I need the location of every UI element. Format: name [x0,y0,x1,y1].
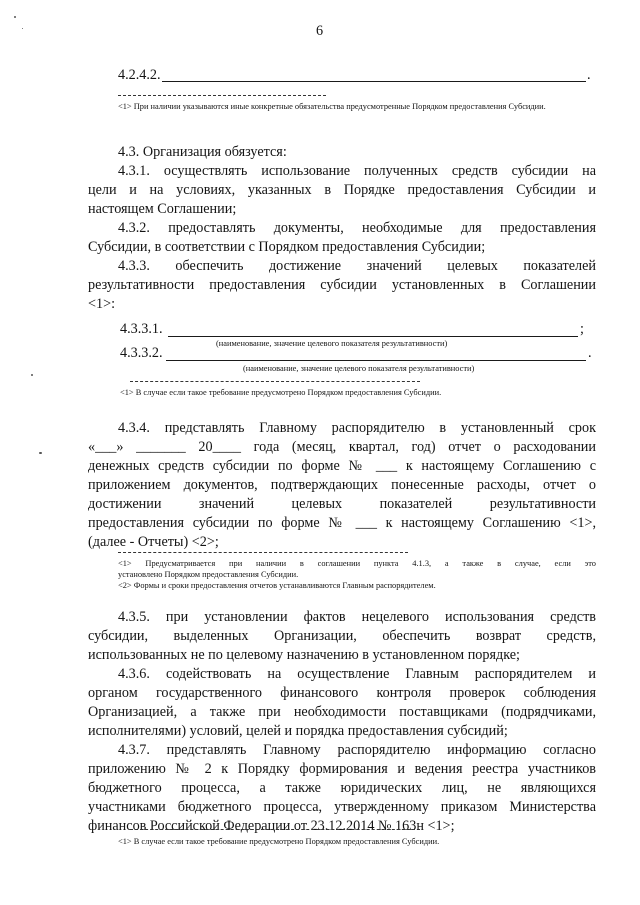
item-435-line1: 4.3.5. при установлении фактов нецелевого использования средств [118,609,596,625]
item-4331-caption: (наименование, значение целевого показателя результативности) [216,339,448,348]
item-432-line2: Субсидии, в соответствии с Порядком предоставления Субсидии; [88,239,486,255]
item-434-line2: «___» _______ 20____ года (месяц, квартал, год) отчет о расходовании [88,439,596,455]
footnote-1: <1> При наличии указываются иные конкретные обязательства предусмотренные Порядком предоставления Субсидии. [118,102,546,111]
scan-speck [39,452,42,454]
item-437-line3: бюджетного процесса, а также юридических лиц, не являющихся [88,780,596,796]
item-4332-end: . [588,345,592,361]
item-4242-label: 4.2.4.2. [118,67,161,83]
item-432-line1: 4.3.2. предоставлять документы, необходимые для предоставления [118,220,596,236]
footnote-separator [118,552,408,553]
item-437-line5: финансов Российской Федерации от 23.12.2014 № 163н <1>; [88,818,455,834]
section-4-3-heading: 4.3. Организация обязуется: [118,144,287,160]
footnote-separator [118,95,326,96]
footnote-3-line2: установлено Порядком предоставления Субсидии. [118,570,299,579]
footnote-separator [130,829,420,830]
item-433-line3: <1>: [88,296,116,312]
item-437-line1: 4.3.7. представлять Главному распорядителю информацию согласно [118,742,596,758]
item-436-line2: органом государственного финансового контроля проверок соблюдения [88,685,596,701]
item-431-line1: 4.3.1. осуществлять использование полученных средств субсидии на [118,163,596,179]
scan-speck [31,374,33,376]
item-436-line3: Организацией, а также при необходимости поставщиками (подрядчиками, [88,704,596,720]
item-434-line6: предоставления субсидии по форме № ___ к настоящему Соглашению <1>, [88,515,596,531]
item-434-line1: 4.3.4. представлять Главному распорядителю в установленный срок [118,420,596,436]
footnote-3-line1: <1> Предусматривается при наличии в соглашении пункта 4.1.3, а также в случае, если это [118,559,596,568]
item-437-line4: участниками бюджетного процесса, утвержденному приказом Министерства [88,799,596,815]
item-4332-line [166,360,586,361]
footnote-4: <1> В случае если такое требование предусмотрено Порядком предоставления Субсидии. [118,837,440,846]
item-434-line3: денежных средств субсидии по форме № ___ к настоящему Соглашению с [88,458,596,474]
item-4332-label: 4.3.3.2. [120,345,163,361]
item-431-line3: настоящем Соглашении; [88,201,237,217]
page-number: 6 [316,23,324,39]
footnote-3-line3: <2> Формы и сроки предоставления отчетов устанавливаются Главным распорядителем. [118,581,436,590]
scan-speck [14,16,16,18]
item-433-line2: результативности предоставления субсидии установленных в Соглашении [88,277,596,293]
item-434-line5: достижении значений целевых показателей результативности [88,496,596,512]
item-434-line4: приложением документов, подтверждающих понесенные расходы, отчет о [88,477,596,493]
footnote-2: <1> В случае если такое требование предусмотрено Порядком предоставления Субсидии. [120,388,442,397]
item-436-line4: исполнителями) условий, целей и порядка предоставления субсидий; [88,723,508,739]
item-433-line1: 4.3.3. обеспечить достижение значений целевых показателей [118,258,596,274]
footnote-separator [130,381,420,382]
item-4332-caption: (наименование, значение целевого показателя результативности) [243,364,475,373]
item-4331-label: 4.3.3.1. [120,321,163,337]
item-4242-line [162,81,586,82]
scan-speck [22,28,23,29]
item-4331-line [168,336,578,337]
item-436-line1: 4.3.6. содействовать на осуществление Главным распорядителем и [118,666,596,682]
item-437-line2: приложению № 2 к Порядку формирования и ведения реестра участников [88,761,596,777]
item-434-line7: (далее - Отчеты) <2>; [88,534,219,550]
item-431-line2: цели и на условиях, указанных в Порядке предоставления Субсидии и [88,182,596,198]
item-435-line3: использованных не по целевому назначению в установленном порядке; [88,647,520,663]
item-435-line2: субсидии, выделенных Организации, обеспечить возврат средств, [88,628,596,644]
item-4242-end: . [587,67,591,83]
item-4331-end: ; [580,321,584,337]
